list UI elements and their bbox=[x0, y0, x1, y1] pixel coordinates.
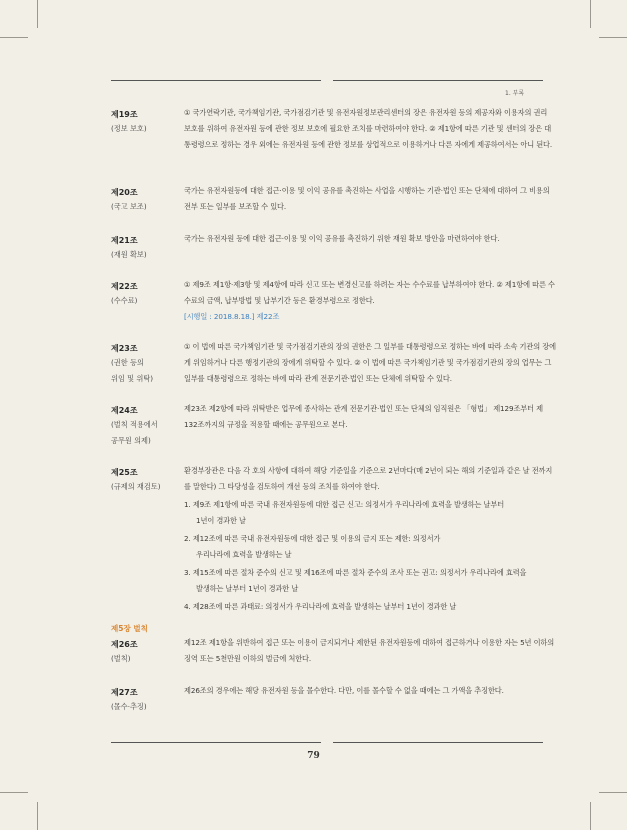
article-body: 제12조 제1항을 위반하여 접근 또는 이용이 금지되거나 제한된 유전자원등에 대하여 접근하거나 이용한 자는 5년 이하의 징역 또는 5천만원 이하의 벌금에 처한다. bbox=[184, 638, 555, 663]
crop-mark bbox=[0, 792, 28, 793]
article-caption: 위임 및 위탁) bbox=[111, 374, 154, 383]
article-26 bbox=[111, 638, 555, 679]
article-19 bbox=[111, 109, 551, 169]
crop-mark bbox=[37, 802, 38, 830]
running-header: 1. 부록 bbox=[505, 90, 525, 97]
crop-mark bbox=[599, 37, 627, 38]
article-caption: (국고 보조) bbox=[111, 202, 147, 211]
article-caption: (권한 등의 bbox=[111, 358, 144, 367]
article-number: 제27조 bbox=[111, 688, 138, 697]
article-number: 제24조 bbox=[111, 406, 138, 415]
article-number: 제21조 bbox=[111, 236, 138, 245]
article-22 bbox=[111, 280, 555, 331]
article-number: 제26조 bbox=[111, 640, 138, 649]
crop-mark bbox=[590, 0, 591, 28]
article-body: ① 국가연락기관, 국가책임기관, 국가점검기관 및 유전자원정보관리센터의 장은 유전자원 등의 제공자와 이용자의 권리 보호를 위하여 유전자원 등에 관한 정보 보호에 필요한 조치를 마련하여야 한다. ② 제1항에 따른 기관 및 센터의 장은 대통령령으로 정하는 경우 외에는 유전자원 등에 관한 정보를 상업적으로 이용하거나 다른 자에게 제공하여서는 아니 된다. bbox=[184, 108, 553, 149]
article-caption: 공무원 의제) bbox=[111, 436, 151, 445]
list-item: 1. 제9조 제1항에 따른 국내 유전자원등에 대한 접근 신고: 의정서가 우리나라에 효력을 발생하는 날부터 1년이 경과한 날 bbox=[184, 500, 505, 525]
article-number: 제20조 bbox=[111, 188, 138, 197]
page-number: 79 bbox=[307, 751, 320, 761]
article-20 bbox=[111, 187, 551, 217]
list-item: 2. 제12조에 따른 국내 유전자원등에 대한 접근 및 이용의 금지 또는 제한: 의정서가 우리나라에 효력을 발생하는 날 bbox=[184, 534, 441, 559]
article-body: 제26조의 경우에는 해당 유전자원 등을 몰수한다. 다만, 이를 몰수할 수 없을 때에는 그 가액을 추징한다. bbox=[184, 686, 504, 695]
list-item: 3. 제15조에 따른 절차 준수의 신고 및 제16조에 따른 절차 준수의 조사 또는 권고: 의정서가 우리나라에 효력을 발생하는 날부터 1년이 경과한 날 bbox=[184, 568, 527, 593]
crop-mark bbox=[0, 37, 28, 38]
article-25 bbox=[111, 466, 553, 611]
article-caption: (재원 확보) bbox=[111, 250, 147, 259]
article-body: 환경부장관은 다음 각 호의 사항에 대하여 해당 기준일을 기준으로 2년마다(매 2년이 되는 해의 기준일과 같은 날 전까지를 말한다) 그 타당성을 검토하여 개선 등의 조치를 하여야 한다. 1. 제9조 제1항에 따른 국내 유전자원등에 대한 접근 신고: 의정서가 우리나라에 효력을 발생하는 날부터 1년이 경과한 날 2. 제12조에 따른 국내 유전자원등에 대한 접근 및 이용의 금지 또는 제한: 의정서가 우리나라에 효력을 발생하는 날 3. 제15조에 따른 절차 준수의 신고 및 제16조에 따른 절차 준수의 조사 또는 권고: 의정서가 우리나라에 효력을 발생하는 날부터 1년이 경과한 날 4. 제28조에 따른 과태료: 의정서가 우리나라에 효력을 발생하는 날부터 1년이 경과한 날 bbox=[184, 463, 556, 615]
article-caption: (규제의 재검토) bbox=[111, 482, 161, 491]
article-caption: (몰수·추징) bbox=[111, 702, 147, 711]
article-body: 제23조 제2항에 따라 위탁받은 업무에 종사하는 관계 전문기관·법인 또는 단체의 임직원은 「형법」 제129조부터 제132조까지의 규정을 적용할 때에는 공무원으로 본다. bbox=[184, 404, 544, 429]
crop-mark bbox=[37, 0, 38, 28]
footer-rule-right bbox=[333, 742, 543, 743]
article-caption: (정보 보호) bbox=[111, 124, 147, 133]
effective-date-note: [시행일 : 2018.8.18.] 제22조 bbox=[184, 312, 280, 321]
article-caption: (벌칙 적용에서 bbox=[111, 420, 158, 429]
article-number: 제22조 bbox=[111, 282, 138, 291]
article-body: ① 이 법에 따른 국가책임기관 및 국가점검기관의 장의 권한은 그 일부를 대통령령으로 정하는 바에 따라 소속 기관의 장에게 위임하거나 다른 행정기관의 장에게 위탁할 수 있다. ② 이 법에 따른 국가책임기관 및 국가점검기관의 장의 업무는 그 일부를 대통령령으로 정하는 바에 따라 관계 전문기관·법인 또는 단체에 위탁할 수 있다. bbox=[184, 342, 556, 383]
list-item: 4. 제28조에 따른 과태료: 의정서가 우리나라에 효력을 발생하는 날부터 1년이 경과한 날 bbox=[184, 602, 457, 611]
footer-rule-left bbox=[111, 742, 321, 743]
article-number: 제25조 bbox=[111, 468, 138, 477]
article-23 bbox=[111, 342, 556, 393]
article-number: 제19조 bbox=[111, 110, 138, 119]
article-caption: (수수료) bbox=[111, 296, 138, 305]
header-rule-right bbox=[333, 80, 543, 81]
article-21 bbox=[111, 235, 551, 265]
article-27 bbox=[111, 687, 551, 717]
header-rule-left bbox=[111, 80, 321, 81]
crop-mark bbox=[590, 802, 591, 830]
chapter-heading: 제5장 벌칙 bbox=[111, 624, 148, 633]
article-body: 국가는 유전자원등에 대한 접근·이용 및 이익 공유를 촉진하는 사업을 시행하는 기관·법인 또는 단체에 대하여 그 비용의 전부 또는 일부를 보조할 수 있다. bbox=[184, 186, 550, 211]
article-body: 국가는 유전자원 등에 대한 접근·이용 및 이익 공유를 촉진하기 위한 재원 확보 방안을 마련하여야 한다. bbox=[184, 234, 500, 243]
crop-mark bbox=[599, 792, 627, 793]
article-24 bbox=[111, 405, 551, 455]
article-body: ① 제9조 제1항·제3항 및 제4항에 따라 신고 또는 변경신고를 하려는 자는 수수료를 납부하여야 한다. ② 제1항에 따른 수수료의 금액, 납부방법 및 납부기간 등은 환경부령으로 정한다. [시행일 : 2018.8.18.] 제22조 bbox=[184, 277, 556, 325]
article-number: 제23조 bbox=[111, 344, 138, 353]
article-caption: (벌칙) bbox=[111, 654, 131, 663]
